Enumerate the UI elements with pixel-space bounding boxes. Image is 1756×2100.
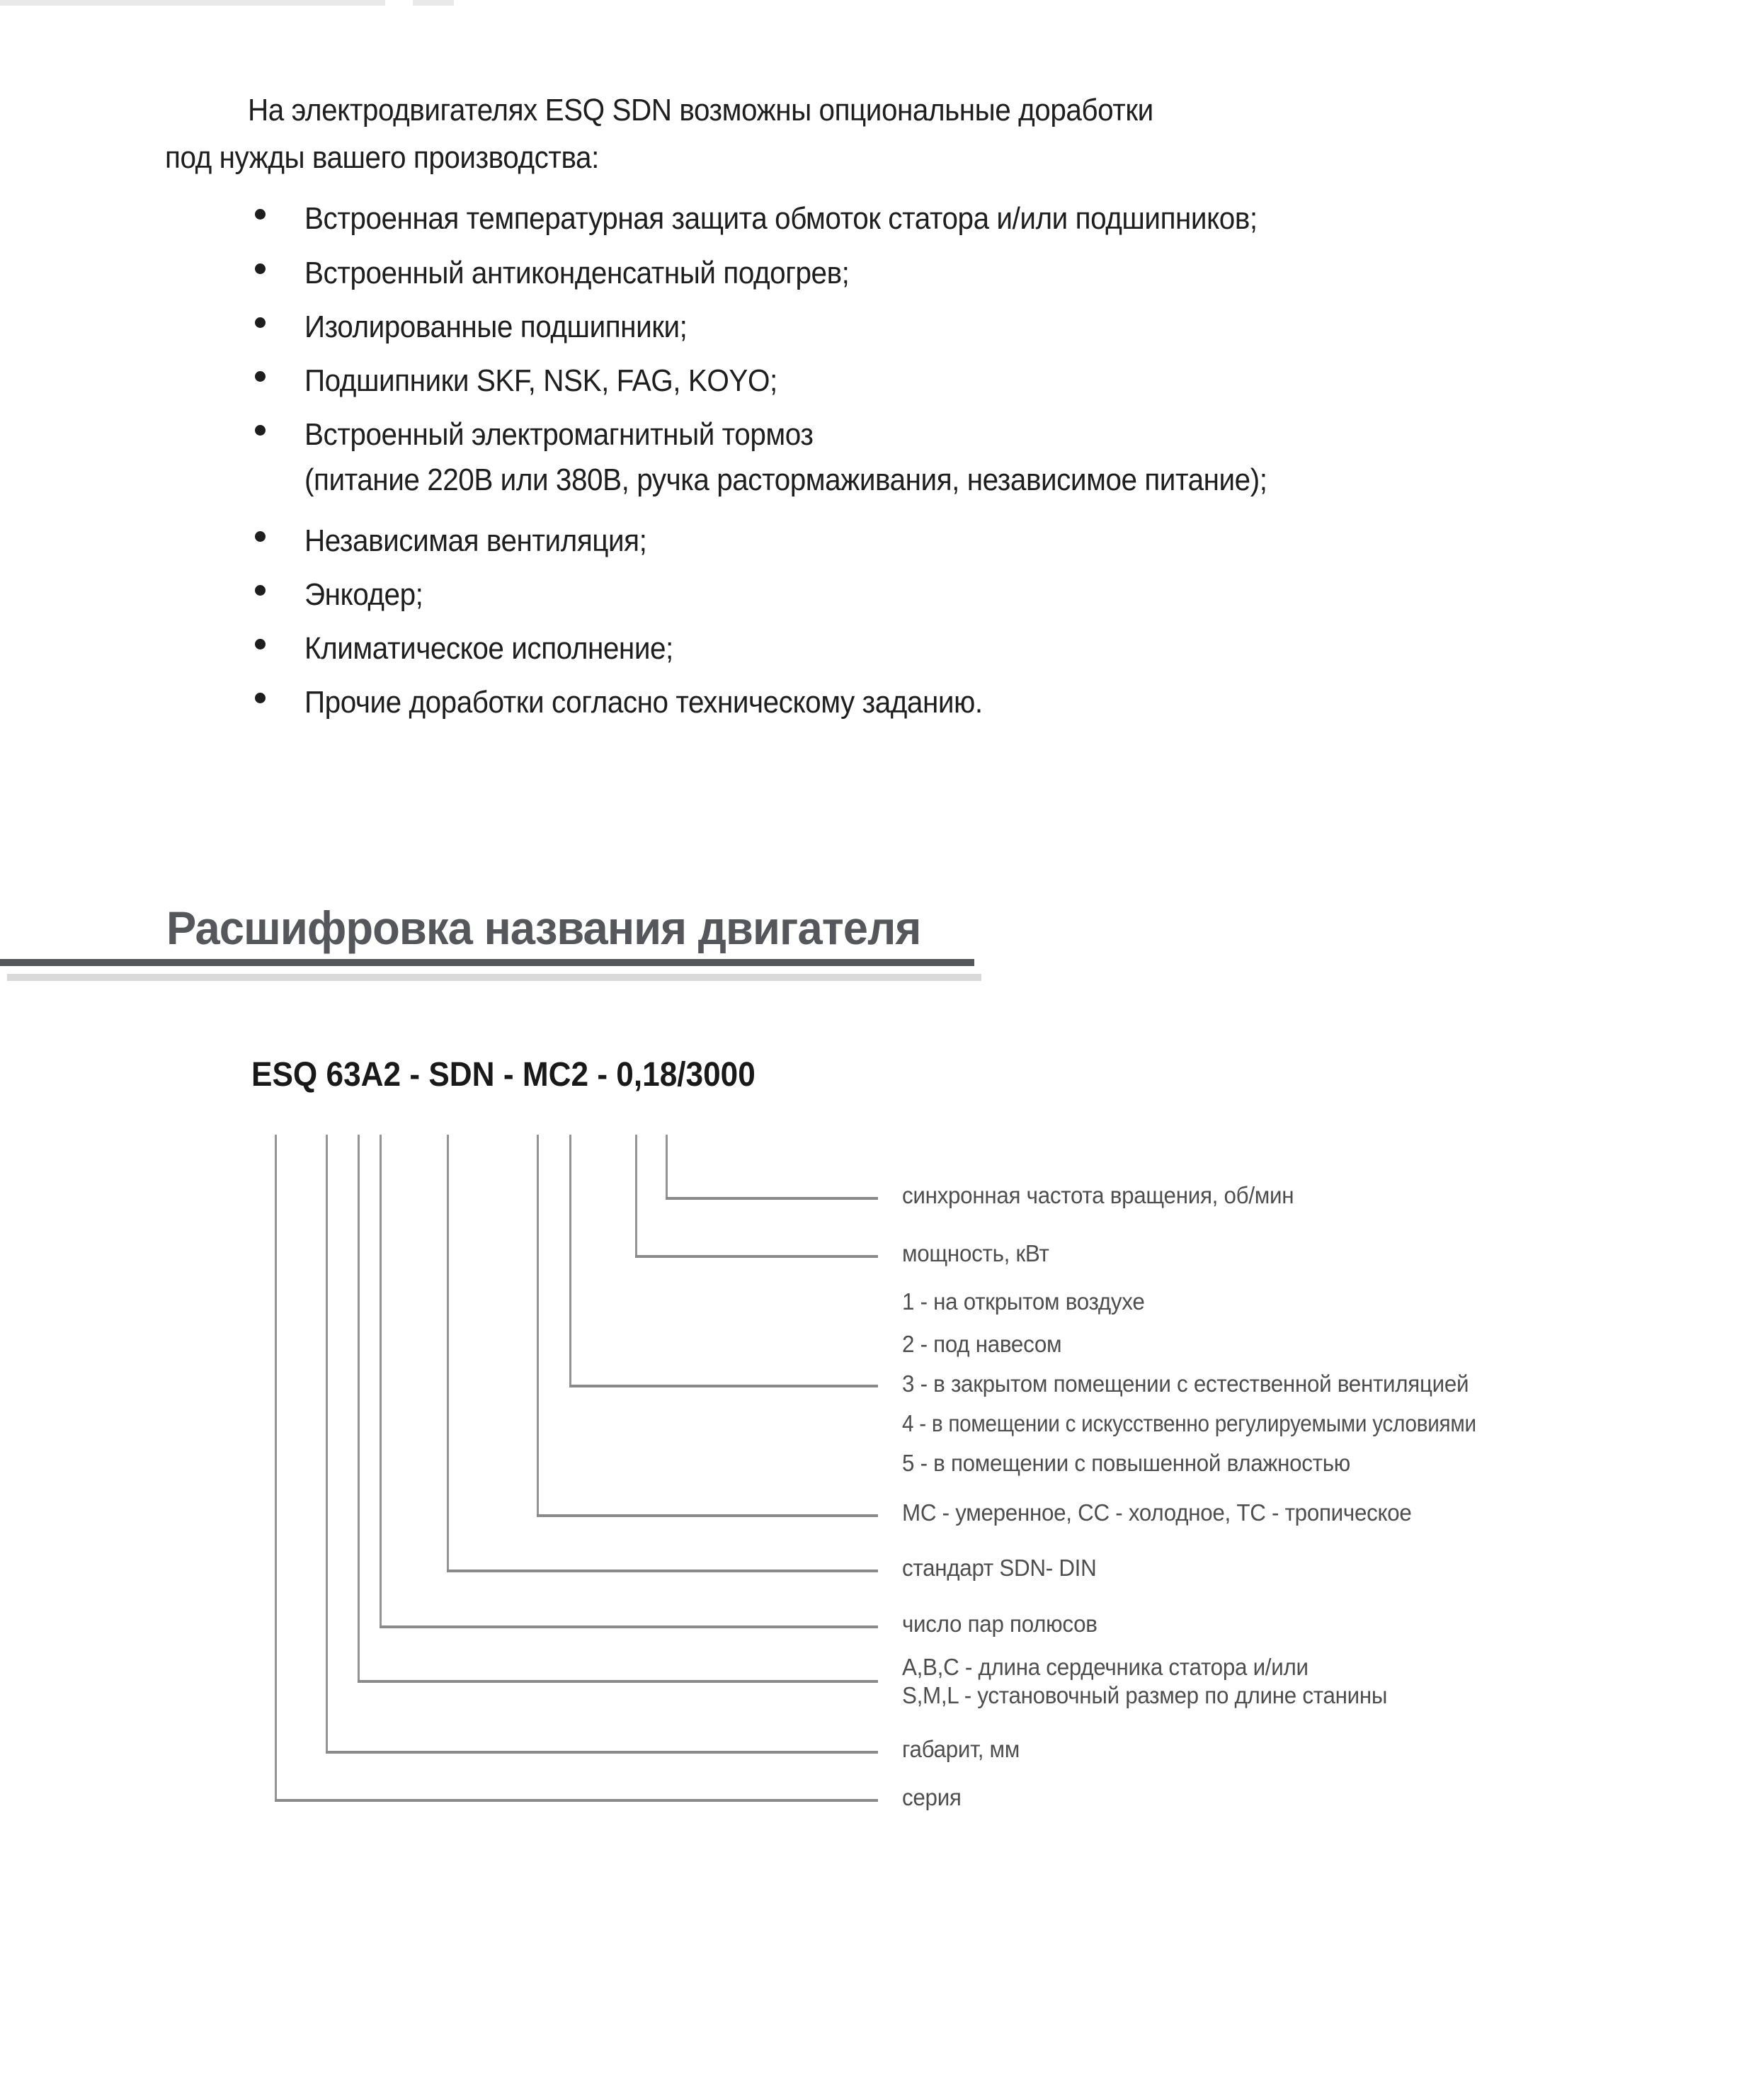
callout-label-pole-pairs: число пар полюсов <box>902 1611 1098 1637</box>
bullet-icon <box>255 209 266 220</box>
callout-hook-standard <box>447 1570 878 1572</box>
bullet-icon <box>255 693 266 703</box>
callout-hook-pole-pairs <box>380 1625 878 1628</box>
callout-line-pole-pairs <box>380 1135 382 1628</box>
callout-hook-climate <box>537 1514 878 1517</box>
callout-hook-placement <box>569 1385 878 1387</box>
list-item: Энкодер; <box>304 577 423 612</box>
intro-paragraph-line1: На электродвигателях ESQ SDN возможны опциональные доработки <box>248 93 1153 127</box>
list-item: Встроенный антиконденсатный подогрев; <box>304 256 850 290</box>
callout-line-placement <box>569 1135 571 1387</box>
callout-label-placement-4: 4 - в помещении с искусственно регулируемыми условиями <box>902 1410 1476 1436</box>
callout-label-core-length-1: А,В,С - длина сердечника статора и/или <box>902 1654 1309 1680</box>
callout-label-power: мощность, кВт <box>902 1240 1049 1266</box>
motor-model-code: ESQ 63A2 - SDN - MC2 - 0,18/3000 <box>251 1056 756 1094</box>
callout-label-placement-2: 2 - под навесом <box>902 1331 1062 1357</box>
list-item: Встроенная температурная защита обмоток статора и/или подшипников; <box>304 201 1258 236</box>
callout-label-placement-1: 1 - на открытом воздухе <box>902 1288 1145 1315</box>
callout-line-series <box>275 1135 277 1802</box>
callout-line-standard <box>447 1135 449 1572</box>
callout-label-frame-size: габарит, мм <box>902 1736 1020 1762</box>
intro-paragraph-line2: под нужды вашего производства: <box>165 140 599 175</box>
callout-hook-frame-size <box>326 1751 878 1754</box>
bullet-icon <box>255 585 266 596</box>
heading-rule-light <box>7 974 981 981</box>
bullet-icon <box>255 425 266 436</box>
bullet-icon <box>255 639 266 649</box>
list-item: Прочие доработки согласно техническому заданию. <box>304 685 983 720</box>
list-item: Независимая вентиляция; <box>304 523 647 558</box>
callout-line-power <box>635 1135 637 1258</box>
callout-label-placement-3: 3 - в закрытом помещении с естественной вентиляцией <box>902 1370 1469 1397</box>
list-item: Изолированные подшипники; <box>304 310 688 344</box>
callout-label-speed: синхронная частота вращения, об/мин <box>902 1182 1294 1208</box>
callout-hook-series <box>275 1799 878 1802</box>
bullet-icon <box>255 263 266 274</box>
callout-line-core-length <box>358 1135 360 1683</box>
top-header-bar-segment <box>413 0 454 6</box>
callout-hook-power <box>635 1255 878 1258</box>
callout-label-core-length-2: S,M,L - установочный размер по длине станины <box>902 1682 1388 1708</box>
bullet-icon <box>255 317 266 328</box>
list-item: Встроенный электромагнитный тормоз <box>304 417 814 452</box>
callout-line-frame-size <box>326 1135 328 1754</box>
page-title: Расшифровка названия двигателя <box>166 902 921 954</box>
callout-label-placement-5: 5 - в помещении с повышенной влажностью <box>902 1450 1350 1476</box>
bullet-icon <box>255 371 266 382</box>
callout-hook-core-length <box>358 1680 878 1683</box>
callout-label-climate: МС - умеренное, СС - холодное, ТС - тропическое <box>902 1499 1412 1526</box>
top-header-bar-segment <box>0 0 385 6</box>
list-item-continuation: (питание 220В или 380В, ручка растормаживания, независимое питание); <box>304 462 1267 497</box>
callout-label-standard: стандарт SDN- DIN <box>902 1555 1097 1581</box>
heading-rule-dark <box>0 959 974 966</box>
list-item: Климатическое исполнение; <box>304 631 673 666</box>
bullet-icon <box>255 531 266 542</box>
list-item: Подшипники SKF, NSK, FAG, KOYO; <box>304 363 777 398</box>
callout-line-climate <box>537 1135 539 1517</box>
callout-line-speed <box>666 1135 668 1200</box>
callout-label-series: серия <box>902 1784 962 1810</box>
callout-hook-speed <box>666 1197 878 1200</box>
